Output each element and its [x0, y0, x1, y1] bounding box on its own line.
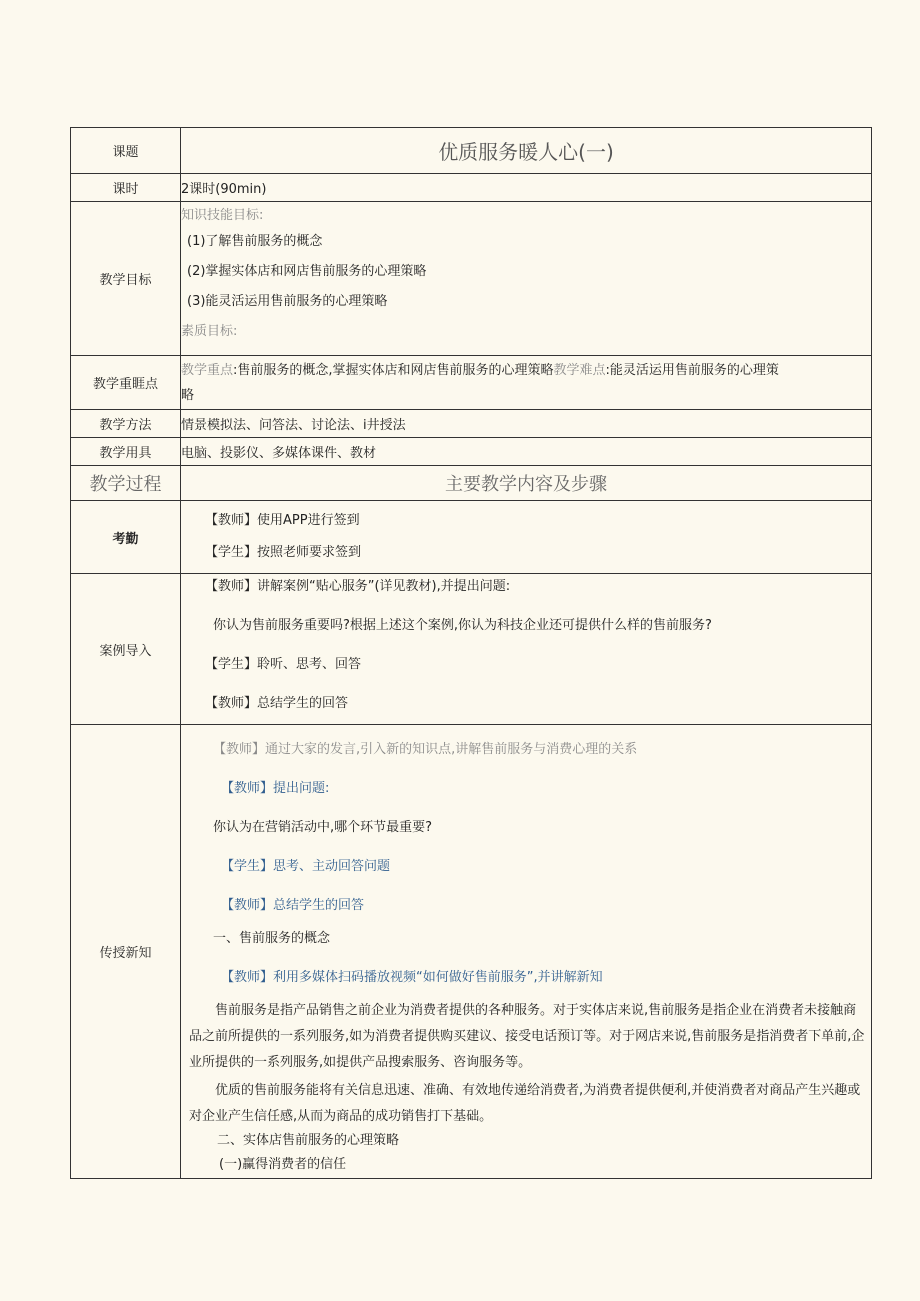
subsection-heading: (一)赢得消费者的信任	[219, 1157, 347, 1172]
goal-item: (1)了解售前服务的概念	[187, 234, 323, 249]
lesson-plan-table	[70, 127, 872, 1179]
goal-item: (3)能灵活运用售前服务的心理策略	[187, 294, 388, 309]
key-points-cell	[181, 356, 872, 410]
knowledge-goal-heading: 知识技能目标:	[181, 208, 264, 223]
key-point-label: 教学重点	[181, 362, 234, 378]
case-line: 【学生】聆听、思考、回答	[205, 657, 362, 672]
label-new-knowledge: 传授新知	[71, 725, 181, 1179]
quality-goal-heading: 素质目标:	[181, 324, 238, 339]
knowledge-line: 【教师】总结学生的回答	[221, 898, 365, 913]
lesson-title: 优质服务暖人心(一)	[181, 128, 872, 174]
row-topic	[71, 128, 872, 174]
new-knowledge-cell	[181, 725, 872, 1179]
case-line: 【教师】讲解案例“贴心服务”(详见教材),并提出问题:	[205, 579, 511, 594]
hours-value: 2课时(90min)	[181, 174, 872, 202]
paragraph: 优质的售前服务能将有关信息迅速、准确、有效地传递给消费者,为消费者提供便利,并使消费者对商品产生兴趣或对企业产生信任感,从而为商品的成功销售打下基础。	[189, 1083, 861, 1124]
label-case-intro: 案例导入	[71, 574, 181, 725]
attendance-teacher: 【教师】使用APP进行签到	[205, 513, 360, 528]
knowledge-line: 【教师】利用多媒体扫码播放视频“如何做好售前服务”,并讲解新知	[221, 970, 603, 985]
knowledge-line: 【学生】思考、主动回答问题	[221, 859, 391, 874]
difficulty-text: :能灵活运用售前服务的心理策	[605, 362, 779, 378]
label-method: 教学方法	[71, 410, 181, 438]
attendance-cell	[181, 501, 872, 574]
tools-value: 电脑、投影仪、多媒体课件、教材	[181, 438, 872, 466]
case-line: 【教师】总结学生的回答	[205, 696, 349, 711]
attendance-student: 【学生】按照老师要求签到	[205, 545, 362, 560]
row-key-points	[71, 356, 872, 410]
case-intro-cell	[181, 574, 872, 725]
difficulty-label: 教学难点	[553, 362, 606, 378]
difficulty-text-wrap: 略	[181, 387, 195, 403]
row-tools	[71, 438, 872, 466]
label-attendance: 考勤	[71, 501, 181, 574]
label-topic: 课题	[71, 128, 181, 174]
case-line: 你认为售前服务重要吗?根据上述这个案例,你认为科技企业还可提供什么样的售前服务?	[213, 618, 712, 633]
row-hours	[71, 174, 872, 202]
key-point-text: :售前服务的概念,掌握实体店和网店售前服务的心理策略	[233, 362, 554, 378]
row-new-knowledge	[71, 725, 872, 1179]
label-goals: 教学目标	[71, 202, 181, 356]
knowledge-line: 【教师】提出问题:	[221, 781, 330, 796]
row-case-intro	[71, 574, 872, 725]
row-method	[71, 410, 872, 438]
row-process-header	[71, 466, 872, 501]
knowledge-line: 你认为在营销活动中,哪个环节最重要?	[213, 820, 433, 835]
row-goals	[71, 202, 872, 356]
label-tools: 教学用具	[71, 438, 181, 466]
label-process: 教学过程	[71, 466, 181, 501]
section-heading: 二、实体店售前服务的心理策略	[217, 1133, 400, 1148]
label-hours: 课时	[71, 174, 181, 202]
row-attendance	[71, 501, 872, 574]
method-value: 情景模拟法、问答法、讨论法、i井授法	[181, 410, 872, 438]
label-key-points: 教学重睚点	[71, 356, 181, 410]
process-header-value: 主要教学内容及步骤	[181, 466, 872, 501]
paragraph: 售前服务是指产品销售之前企业为消费者提供的各种服务。对于实体店来说,售前服务是指企业在消费者未接触商品之前所提供的一系列服务,如为消费者提供购买建议、接受电话预订等。对于网店来说,售前服务是指消费者下单前,企业所提供的一系列服务,如提供产品搜索服务、咨询服务等。	[189, 1003, 865, 1070]
goals-cell	[181, 202, 872, 356]
knowledge-line: 【教师】通过大家的发言,引入新的知识点,讲解售前服务与消费心理的关系	[213, 742, 638, 757]
goal-item: (2)掌握实体店和网店售前服务的心理策略	[187, 264, 427, 279]
section-heading: 一、售前服务的概念	[213, 931, 331, 946]
